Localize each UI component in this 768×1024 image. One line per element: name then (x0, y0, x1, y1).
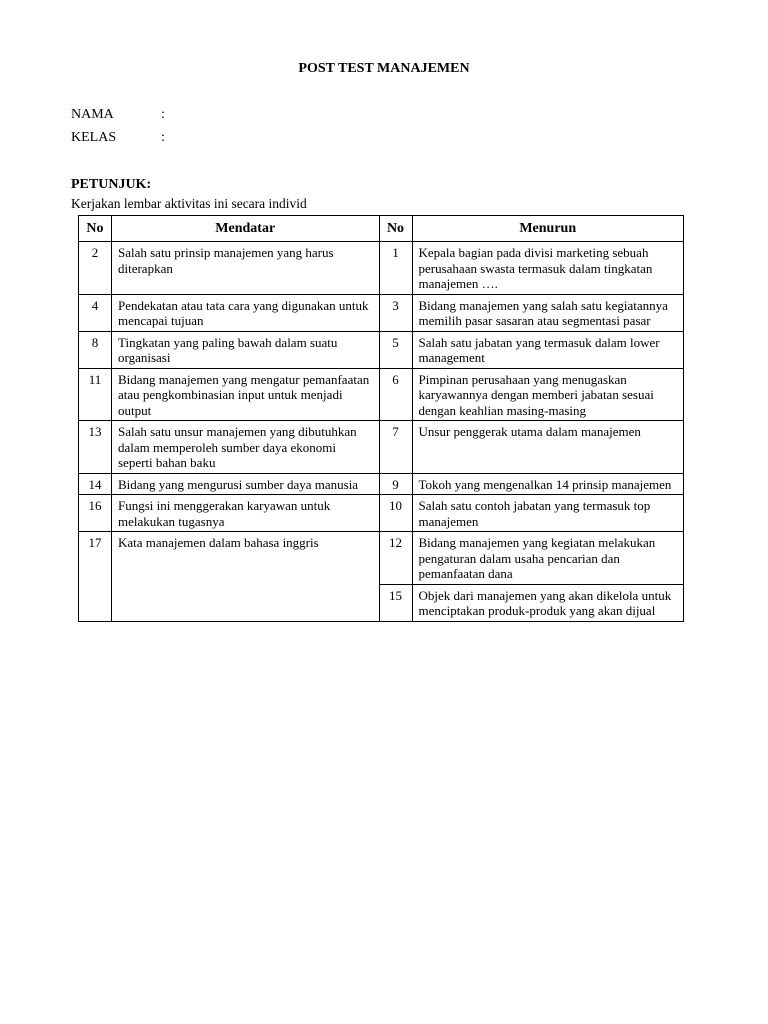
table-row (79, 368, 684, 421)
header-no-menurun: No (379, 216, 412, 242)
row-no-mendatar: 13 (79, 421, 112, 474)
field-kelas (71, 130, 165, 146)
row-mendatar: Kata manajemen dalam bahasa inggris (111, 532, 379, 622)
row-mendatar: Salah satu unsur manajemen yang dibutuhkan dalam memperoleh sumber daya ekonomi seperti bahan baku (111, 421, 379, 474)
table-row (79, 242, 684, 295)
header-menurun: Menurun (412, 216, 684, 242)
row-no-menurun: 7 (379, 421, 412, 474)
row-no-mendatar: 4 (79, 294, 112, 331)
row-mendatar: Bidang manajemen yang mengatur pemanfaatan atau pengkombinasian input untuk menjadi output (111, 368, 379, 421)
row-menurun: Kepala bagian pada divisi marketing sebuah perusahaan swasta termasuk dalam tingkatan manajemen …. (412, 242, 684, 295)
row-mendatar: Tingkatan yang paling bawah dalam suatu organisasi (111, 331, 379, 368)
row-menurun: Salah satu jabatan yang termasuk dalam lower management (412, 331, 684, 368)
table-row (79, 473, 684, 495)
row-no-mendatar: 11 (79, 368, 112, 421)
row-menurun: Pimpinan perusahaan yang menugaskan karyawannya dengan memberi jabatan sesuai dengan keahlian masing-masing (412, 368, 684, 421)
table-row (79, 331, 684, 368)
row-no-menurun: 3 (379, 294, 412, 331)
field-nama (71, 107, 165, 123)
petunjuk-text: Kerjakan lembar aktivitas ini secara individ (71, 196, 307, 211)
petunjuk-heading: PETUNJUK: (71, 177, 152, 192)
field-nama-label: NAMA (71, 107, 114, 122)
table-row (79, 495, 684, 532)
row-no-mendatar: 2 (79, 242, 112, 295)
row-no-menurun: 5 (379, 331, 412, 368)
row-mendatar: Pendekatan atau tata cara yang digunakan untuk mencapai tujuan (111, 294, 379, 331)
field-kelas-label: KELAS (71, 130, 117, 145)
row-no-menurun: 15 (379, 584, 412, 621)
row-menurun: Bidang manajemen yang salah satu kegiatannya memilih pasar sasaran atau segmentasi pasar (412, 294, 684, 331)
table-row (79, 294, 684, 331)
page-title: POST TEST MANAJEMEN (298, 61, 470, 76)
table-header-row (79, 216, 684, 242)
table-row (79, 532, 684, 585)
row-menurun: Unsur penggerak utama dalam manajemen (412, 421, 684, 474)
row-no-mendatar: 14 (79, 473, 112, 495)
row-no-menurun: 1 (379, 242, 412, 295)
field-kelas-colon: : (161, 130, 165, 145)
row-menurun: Objek dari manajemen yang akan dikelola untuk menciptakan produk-produk yang akan dijual (412, 584, 684, 621)
row-mendatar: Fungsi ini menggerakan karyawan untuk melakukan tugasnya (111, 495, 379, 532)
row-no-menurun: 6 (379, 368, 412, 421)
row-no-mendatar: 17 (79, 532, 112, 622)
row-no-menurun: 9 (379, 473, 412, 495)
row-mendatar: Salah satu prinsip manajemen yang harus diterapkan (111, 242, 379, 295)
row-menurun: Salah satu contoh jabatan yang termasuk top manajemen (412, 495, 684, 532)
row-no-mendatar: 16 (79, 495, 112, 532)
question-table (78, 215, 684, 622)
field-nama-colon: : (161, 107, 165, 122)
header-mendatar: Mendatar (111, 216, 379, 242)
row-no-menurun: 10 (379, 495, 412, 532)
header-no-mendatar: No (79, 216, 112, 242)
row-menurun: Tokoh yang mengenalkan 14 prinsip manajemen (412, 473, 684, 495)
row-no-menurun: 12 (379, 532, 412, 585)
row-mendatar: Bidang yang mengurusi sumber daya manusia (111, 473, 379, 495)
row-no-mendatar: 8 (79, 331, 112, 368)
table-row (79, 421, 684, 474)
row-menurun: Bidang manajemen yang kegiatan melakukan pengaturan dalam usaha pencarian dan pemanfaatan dana (412, 532, 684, 585)
